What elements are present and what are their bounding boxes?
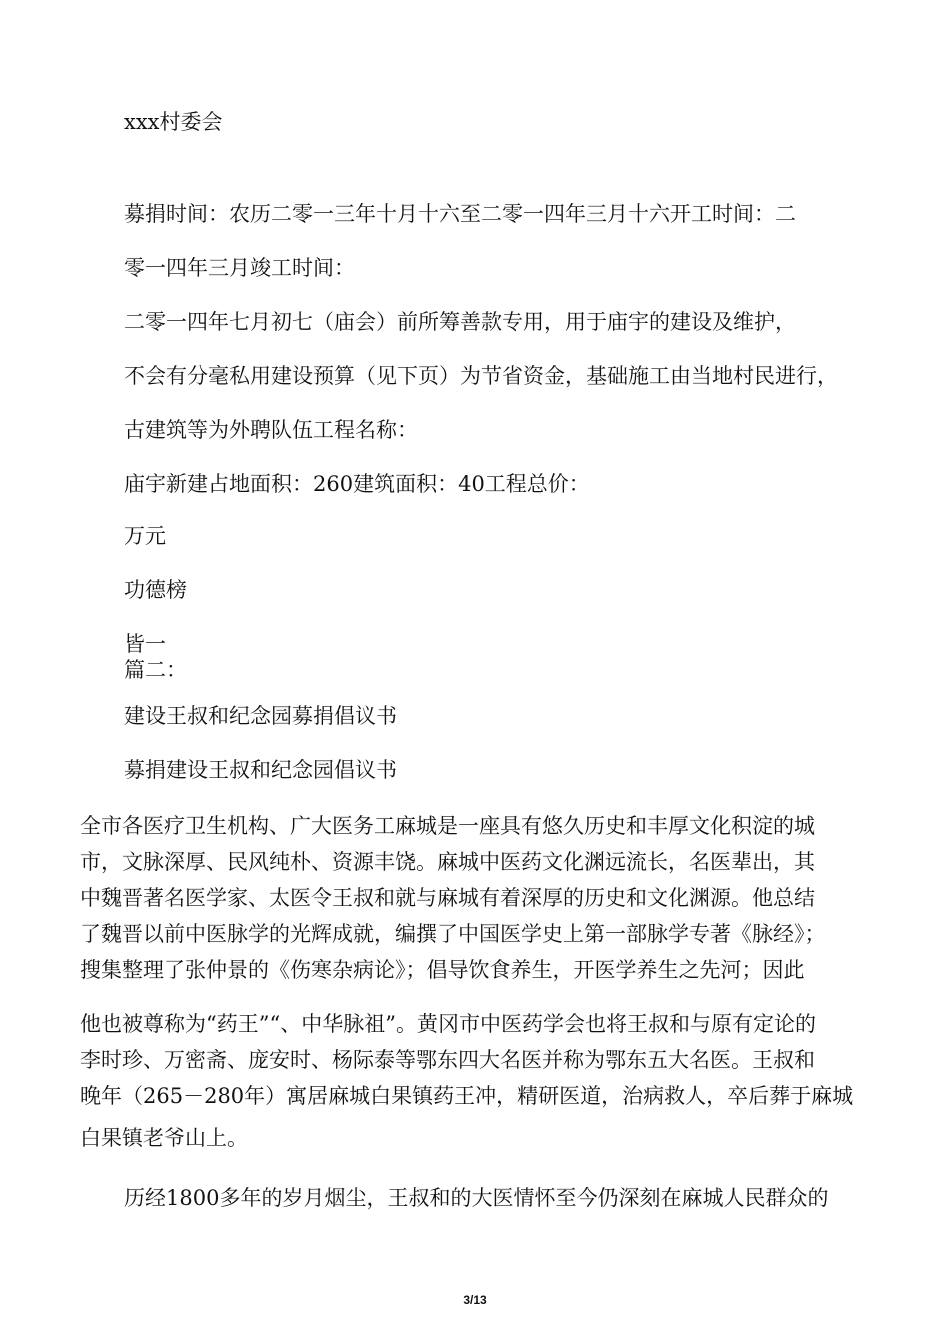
paragraph-line: 李时珍、万密斋、庞安时、杨际泰等鄂东四大名医并称为鄂东五大名医。王叔和	[80, 1048, 815, 1072]
body-line: 皆一	[124, 632, 166, 656]
paragraph-line: 搜集整理了张仲景的《伤寒杂病论》；倡导饮食养生，开医学养生之先河；因此	[80, 958, 805, 982]
body-line: 庙宇新建占地面积：260建筑面积：40工程总价：	[124, 472, 590, 496]
section-heading: 篇二：	[124, 658, 187, 682]
body-line: 二零一四年七月初七（庙会）前所筹善款专用，用于庙宇的建设及维护，	[124, 310, 796, 334]
paragraph-line: 中魏晋著名医学家、太医令王叔和就与麻城有着深厚的历史和文化渊源。他总结	[80, 886, 815, 910]
section-title: 募捐建设王叔和纪念园倡议书	[124, 758, 397, 782]
body-line: 功德榜	[124, 578, 187, 602]
page-number: 3/13	[463, 1293, 487, 1307]
body-line: 零一四年三月竣工时间：	[124, 256, 355, 280]
paragraph-line: 白果镇老爷山上。	[80, 1126, 248, 1150]
paragraph-line: 市，文脉深厚、民风纯朴、资源丰饶。麻城中医药文化渊远流长，名医辈出，其	[80, 850, 815, 874]
paragraph-line: 他也被尊称为“药王”“、中华脉祖”。黄冈市中医药学会也将王叔和与原有定论的	[80, 1012, 816, 1036]
body-line: 万元	[124, 524, 166, 548]
paragraph-line: 了魏晋以前中医脉学的光辉成就，编撰了中国医学史上第一部脉学专著《脉经》；	[80, 922, 826, 946]
body-line: 古建筑等为外聘队伍工程名称：	[124, 418, 418, 442]
section-title: 建设王叔和纪念园募捐倡议书	[124, 704, 397, 728]
body-line: 募捐时间：农历二零一三年十月十六至二零一四年三月十六开工时间：二	[124, 202, 796, 226]
paragraph-line: 全市各医疗卫生机构、广大医务工麻城是一座具有悠久历史和丰厚文化积淀的城	[80, 814, 815, 838]
village-committee-heading: xxx村委会	[124, 110, 223, 134]
body-line: 不会有分毫私用建设预算（见下页）为节省资金，基础施工由当地村民进行，	[124, 364, 838, 388]
paragraph-line: 晚年（265－280年）寓居麻城白果镇药王冲，精研医道，治病救人，卒后葬于麻城	[80, 1084, 854, 1108]
paragraph-line: 历经1800多年的岁月烟尘，王叔和的大医情怀至今仍深刻在麻城人民群众的	[124, 1186, 829, 1210]
